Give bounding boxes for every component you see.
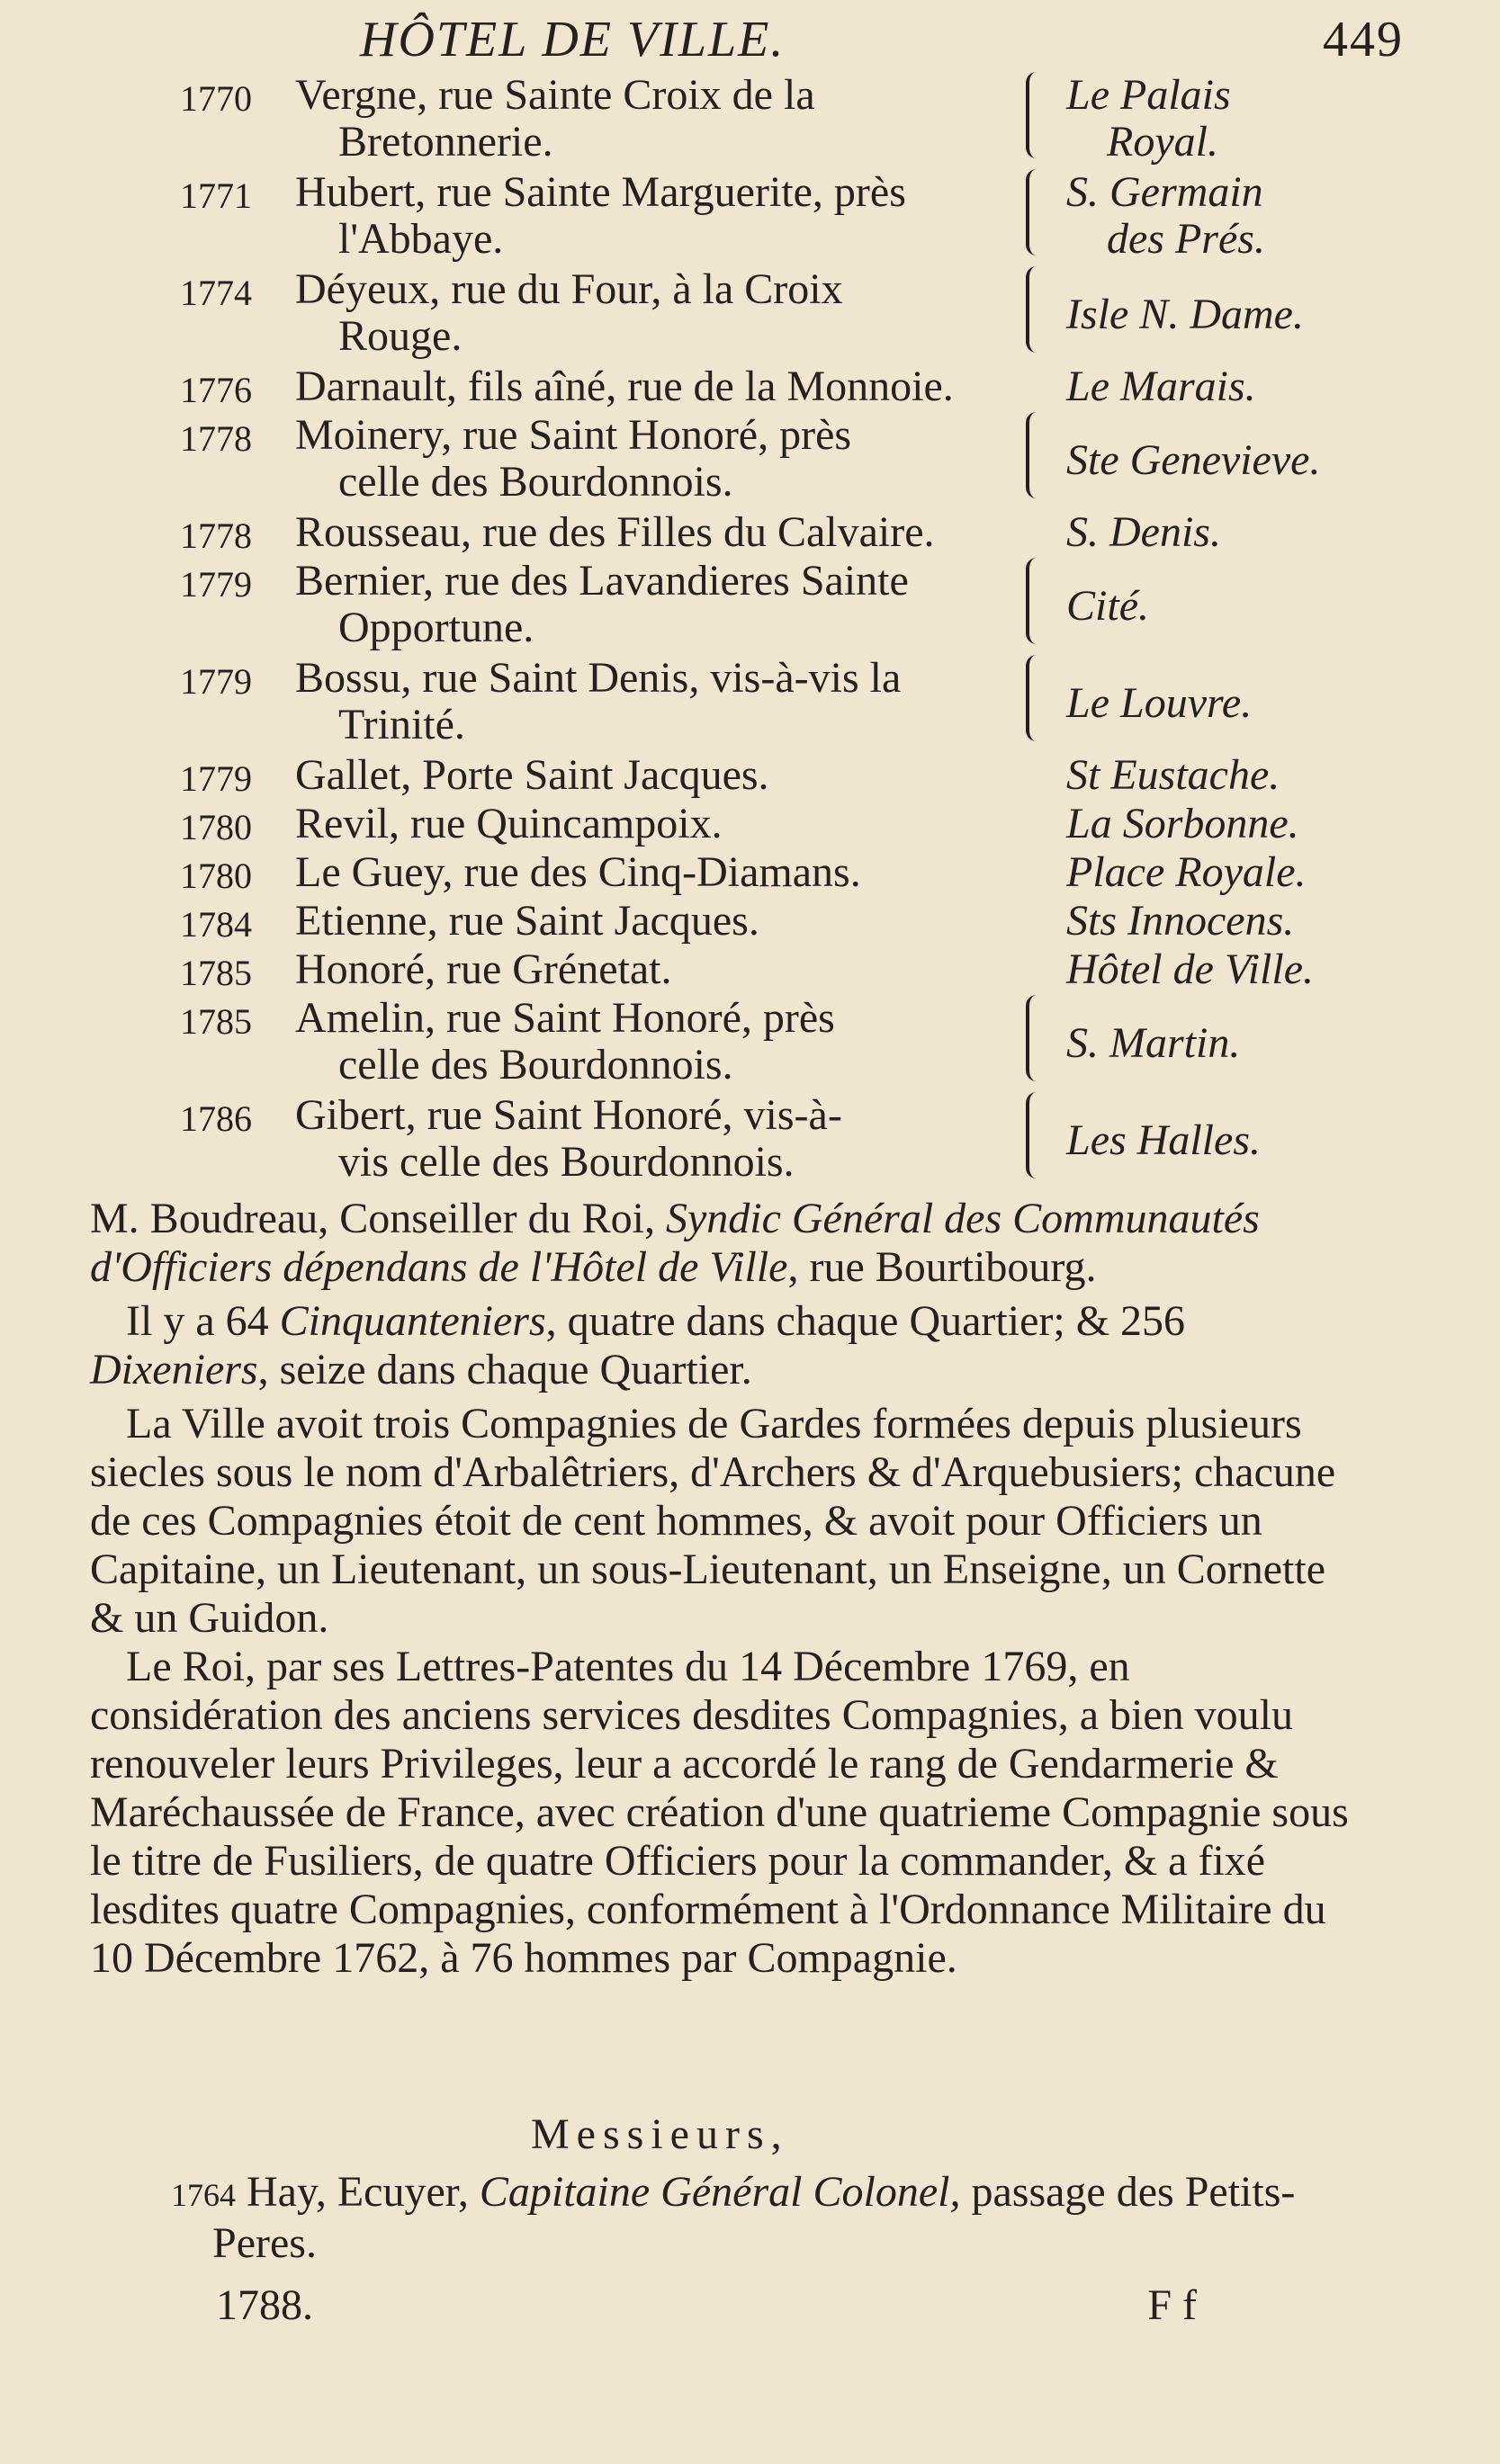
entry-line: Bretonnerie. (338, 118, 553, 166)
running-header (360, 11, 1404, 68)
brace (1026, 655, 1042, 741)
entry-year: 1779 (180, 661, 252, 702)
entry-quarter: Ste Genevieve. (1066, 436, 1321, 484)
entry-year: 1780 (180, 807, 252, 847)
body-text (90, 1195, 1368, 1983)
brace (1026, 558, 1042, 644)
entry-quarter: Le Palais (1066, 71, 1231, 119)
entry-line: Gibert, rue Saint Honoré, vis-à- (295, 1091, 842, 1139)
list-item (180, 653, 1386, 750)
entry-line: Bossu, rue Saint Denis, vis-à-vis la (295, 654, 902, 702)
entry-quarter: Les Halles. (1066, 1116, 1261, 1164)
syndic-lead: M. Boudreau, Conseiller du Roi, (90, 1195, 655, 1242)
page-footer (216, 2280, 1197, 2334)
entry-quarter: S. Germain (1066, 168, 1263, 216)
entry-year: 1770 (180, 78, 252, 119)
entry-line: Vergne, rue Sainte Croix de la (295, 71, 815, 119)
hay-line (171, 2168, 1377, 2219)
entry-quarter: Isle N. Dame. (1066, 291, 1304, 338)
hay-address: passage des Petits- (971, 2168, 1296, 2216)
hay-name: Hay, Ecuyer, (247, 2168, 469, 2216)
text-run: Dixeniers (90, 1346, 258, 1393)
entry-line: Trinité. (338, 701, 465, 748)
entry-line: celle des Bourdonnois. (338, 1041, 733, 1089)
brace (1026, 995, 1042, 1081)
entry-year: 1784 (180, 904, 252, 945)
list-item (180, 167, 1386, 264)
cinquanteniers-list (180, 70, 1386, 1187)
entry-line: Honoré, rue Grénetat. (295, 945, 672, 993)
footer-year: 1788. (216, 2281, 313, 2329)
entry-line: Darnault, fils aîné, rue de la Monnoie. (295, 363, 954, 410)
text-run: Cinquanteniers (279, 1297, 546, 1345)
list-item (180, 945, 1386, 993)
list-item (180, 993, 1386, 1090)
entry-quarter: Hôtel de Ville. (1066, 945, 1315, 993)
list-item (180, 362, 1386, 410)
brace (1026, 72, 1042, 158)
entry-line: Amelin, rue Saint Honoré, près (295, 994, 835, 1042)
entry-line: Etienne, rue Saint Jacques. (295, 897, 759, 945)
list-item (180, 1090, 1386, 1187)
entry-quarter: Place Royale. (1066, 848, 1307, 896)
hay-address-cont: Peres. (212, 2219, 317, 2267)
entry-line: Rousseau, rue des Filles du Calvaire. (295, 508, 935, 556)
list-item (180, 750, 1386, 799)
syndic-paragraph (90, 1195, 1368, 1292)
signature-mark: F f (1147, 2281, 1197, 2329)
entry-line: Rouge. (338, 312, 463, 360)
entry-quarter: des Prés. (1107, 215, 1265, 263)
list-item (180, 70, 1386, 167)
syndic-title: Syndic Général des Communautés d'Officiers dépendans de l'Hôtel de Ville (90, 1195, 1260, 1291)
syndic-tail: , rue Bourtibourg. (787, 1243, 1097, 1291)
entry-line: Hubert, rue Sainte Marguerite, près (295, 168, 906, 216)
list-item (180, 896, 1386, 945)
list-item (180, 799, 1386, 847)
entry-quarter: St Eustache. (1066, 751, 1280, 799)
entry-year: 1779 (180, 758, 252, 799)
entry-year: 1786 (180, 1098, 252, 1139)
entry-quarter: Sts Innocens. (1066, 897, 1295, 945)
entry-line: vis celle des Bourdonnois. (338, 1138, 795, 1186)
text-run: , quatre dans chaque Quartier; & 256 (545, 1297, 1186, 1345)
entry-year: 1774 (180, 273, 252, 313)
roi-paragraph: Le Roi, par ses Lettres-Patentes du 14 Décembre 1769, en considération des anciens services desdites Compagnies, a bien voulu renouveler leurs Privileges, leur a accordé le rang de Gendarmerie & Maréchaussée de France, avec création d'une quatrieme Compagnie sous le titre de Fusiliers, de quatre Officiers pour la commander, & a fixé lesdites quatre Compagnies, conformément à l'Ordonnance Militaire du 10 Décembre 1762, à 76 hommes par Compagnie. (90, 1643, 1349, 1982)
entry-quarter: S. Martin. (1066, 1019, 1241, 1067)
entry-quarter: S. Denis. (1066, 508, 1221, 556)
brace (1026, 266, 1042, 353)
entry-year: 1778 (180, 418, 252, 459)
header-title: HÔTEL DE VILLE. (360, 12, 786, 67)
entry-quarter: Royal. (1107, 118, 1218, 166)
entry-line: l'Abbaye. (338, 215, 504, 263)
list-item (180, 410, 1386, 507)
entry-line: Bernier, rue des Lavandieres Sainte (295, 557, 909, 605)
entry-year: 1785 (180, 1001, 252, 1042)
brace (1026, 412, 1042, 498)
entry-quarter: La Sorbonne. (1066, 800, 1299, 847)
brace (1026, 1092, 1042, 1178)
brace (1026, 169, 1042, 255)
entry-year: 1764 (171, 2177, 236, 2213)
hay-title: Capitaine Général Colonel, (479, 2168, 961, 2216)
compagnies-paragraph: La Ville avoit trois Compagnies de Gardes formées depuis plusieurs siecles sous le nom d'Arbalêtriers, d'Archers & d'Arquebusiers; chacune de ces Compagnies étoit de cent hommes, & avoit pour Officiers un Capitaine, un Lieutenant, un sous-Lieutenant, un Enseigne, un Cornette & un Guidon. (90, 1400, 1336, 1642)
messieurs-heading: Messieurs, (531, 2110, 789, 2158)
entry-year: 1776 (180, 370, 252, 410)
entry-year: 1785 (180, 953, 252, 993)
entry-line: Opportune. (338, 604, 534, 651)
entry-line: Déyeux, rue du Four, à la Croix (295, 265, 843, 313)
entry-quarter: Cité. (1066, 582, 1149, 630)
entry-year: 1771 (180, 175, 252, 216)
text-run: Il y a 64 (126, 1297, 269, 1345)
text-run: , seize dans chaque Quartier. (257, 1346, 752, 1393)
entry-year: 1779 (180, 564, 252, 605)
entry-line: Gallet, Porte Saint Jacques. (295, 751, 769, 799)
entry-quarter: Le Marais. (1066, 363, 1256, 410)
entry-year: 1780 (180, 856, 252, 896)
list-item (180, 507, 1386, 556)
entry-quarter: Le Louvre. (1066, 679, 1253, 727)
list-item (180, 264, 1386, 362)
cinquanteniers-paragraph (90, 1297, 1368, 1394)
entry-line: Revil, rue Quincampoix. (295, 800, 723, 847)
entry-line: Le Guey, rue des Cinq-Diamans. (295, 848, 861, 896)
list-item (180, 847, 1386, 896)
hay-entry (171, 2168, 1377, 2268)
list-item (180, 556, 1386, 653)
page-number: 449 (1323, 12, 1404, 67)
entry-year: 1778 (180, 515, 252, 556)
entry-line: Moinery, rue Saint Honoré, près (295, 411, 852, 459)
entry-line: celle des Bourdonnois. (338, 458, 733, 506)
